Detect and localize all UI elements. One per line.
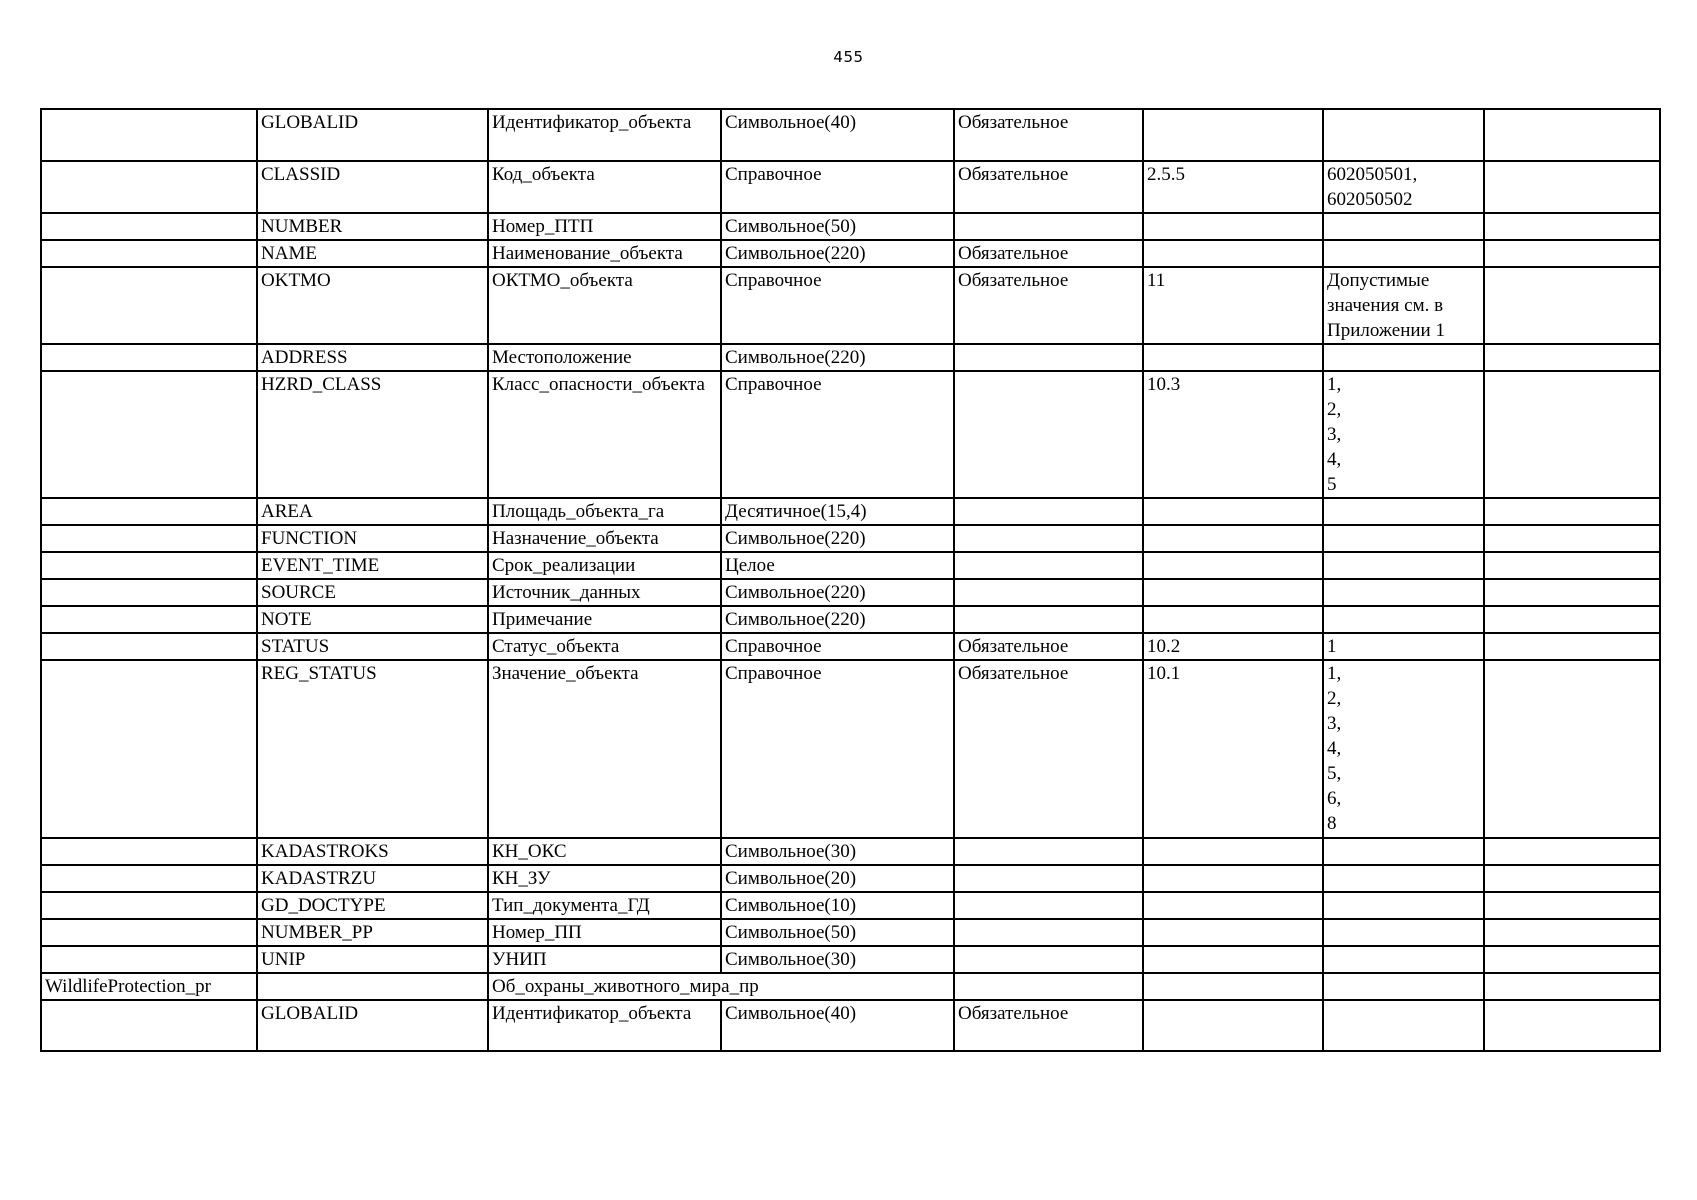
required-cell xyxy=(954,525,1143,552)
table-row xyxy=(41,213,1660,240)
layer-cell xyxy=(41,371,257,498)
field-alias-cell: ОКТМО_объекта xyxy=(488,267,721,344)
note-cell xyxy=(1484,161,1660,213)
field-name-cell: EVENT_TIME xyxy=(257,552,488,579)
field-alias-cell: КН_ЗУ xyxy=(488,865,721,892)
required-cell xyxy=(954,552,1143,579)
field-alias-cell: Код_объекта xyxy=(488,161,721,213)
reference-cell xyxy=(1143,919,1323,946)
note-cell xyxy=(1484,109,1660,161)
layer-cell xyxy=(41,606,257,633)
required-cell: Обязательное xyxy=(954,109,1143,161)
allowed-values-cell xyxy=(1323,498,1484,525)
table-row xyxy=(41,1000,1660,1051)
field-name-cell xyxy=(257,973,488,1000)
layer-cell xyxy=(41,344,257,371)
allowed-values-cell xyxy=(1323,838,1484,865)
field-type-cell: Символьное(30) xyxy=(721,946,954,973)
table-row xyxy=(41,498,1660,525)
field-type-cell: Справочное xyxy=(721,660,954,838)
note-cell xyxy=(1484,633,1660,660)
note-cell xyxy=(1484,525,1660,552)
required-cell xyxy=(954,606,1143,633)
reference-cell xyxy=(1143,892,1323,919)
required-cell xyxy=(954,865,1143,892)
allowed-values-cell xyxy=(1323,344,1484,371)
layer-cell xyxy=(41,838,257,865)
allowed-values-cell xyxy=(1323,919,1484,946)
allowed-values-cell: 602050501, 602050502 xyxy=(1323,161,1484,213)
layer-cell xyxy=(41,865,257,892)
field-alias-cell: Источник_данных xyxy=(488,579,721,606)
table-row xyxy=(41,606,1660,633)
reference-cell xyxy=(1143,579,1323,606)
allowed-values-cell xyxy=(1323,865,1484,892)
field-type-cell: Справочное xyxy=(721,633,954,660)
field-alias-cell: Статус_объекта xyxy=(488,633,721,660)
table-row xyxy=(41,240,1660,267)
note-cell xyxy=(1484,838,1660,865)
table-row xyxy=(41,579,1660,606)
field-name-cell: OKTMO xyxy=(257,267,488,344)
field-name-cell: KADASTROKS xyxy=(257,838,488,865)
note-cell xyxy=(1484,892,1660,919)
table-row xyxy=(41,267,1660,344)
layer-cell xyxy=(41,552,257,579)
reference-cell: 11 xyxy=(1143,267,1323,344)
layer-cell: WildlifeProtection_pr xyxy=(41,973,257,1000)
layer-cell xyxy=(41,579,257,606)
field-alias-cell: КН_ОКС xyxy=(488,838,721,865)
page-number: 455 xyxy=(833,48,864,66)
field-alias-cell: Класс_опасности_объекта xyxy=(488,371,721,498)
field-alias-cell: Тип_документа_ГД xyxy=(488,892,721,919)
table-row xyxy=(41,919,1660,946)
reference-cell xyxy=(1143,498,1323,525)
required-cell: Обязательное xyxy=(954,240,1143,267)
note-cell xyxy=(1484,919,1660,946)
table-row-layer-header xyxy=(41,973,1660,1000)
field-name-cell: CLASSID xyxy=(257,161,488,213)
allowed-values-cell xyxy=(1323,213,1484,240)
field-type-cell: Десятичное(15,4) xyxy=(721,498,954,525)
field-type-cell: Справочное xyxy=(721,371,954,498)
reference-cell xyxy=(1143,606,1323,633)
required-cell xyxy=(954,344,1143,371)
field-type-cell: Символьное(50) xyxy=(721,919,954,946)
allowed-values-cell xyxy=(1323,552,1484,579)
field-alias-cell: УНИП xyxy=(488,946,721,973)
allowed-values-cell xyxy=(1323,946,1484,973)
field-type-cell: Символьное(220) xyxy=(721,579,954,606)
field-alias-cell: Значение_объекта xyxy=(488,660,721,838)
note-cell xyxy=(1484,579,1660,606)
field-name-cell: REG_STATUS xyxy=(257,660,488,838)
note-cell xyxy=(1484,1000,1660,1051)
layer-cell xyxy=(41,213,257,240)
allowed-values-cell: 1 xyxy=(1323,633,1484,660)
field-type-cell: Справочное xyxy=(721,161,954,213)
note-cell xyxy=(1484,606,1660,633)
allowed-values-cell: 1, 2, 3, 4, 5, 6, 8 xyxy=(1323,660,1484,838)
field-alias-cell: Местоположение xyxy=(488,344,721,371)
required-cell xyxy=(954,973,1143,1000)
field-name-cell: GD_DOCTYPE xyxy=(257,892,488,919)
table-row xyxy=(41,525,1660,552)
field-name-cell: UNIP xyxy=(257,946,488,973)
layer-cell xyxy=(41,267,257,344)
allowed-values-cell xyxy=(1323,525,1484,552)
allowed-values-cell xyxy=(1323,892,1484,919)
field-alias-cell: Примечание xyxy=(488,606,721,633)
field-alias-cell: Наименование_объекта xyxy=(488,240,721,267)
reference-cell xyxy=(1143,973,1323,1000)
table-row xyxy=(41,344,1660,371)
reference-cell xyxy=(1143,240,1323,267)
note-cell xyxy=(1484,660,1660,838)
field-alias-cell: Номер_ПП xyxy=(488,919,721,946)
field-name-cell: KADASTRZU xyxy=(257,865,488,892)
note-cell xyxy=(1484,213,1660,240)
required-cell: Обязательное xyxy=(954,1000,1143,1051)
required-cell xyxy=(954,371,1143,498)
allowed-values-cell xyxy=(1323,973,1484,1000)
layer-cell xyxy=(41,633,257,660)
allowed-values-cell: Допустимые значения см. в Приложении 1 xyxy=(1323,267,1484,344)
note-cell xyxy=(1484,946,1660,973)
field-name-cell: NUMBER xyxy=(257,213,488,240)
field-type-cell: Символьное(40) xyxy=(721,1000,954,1051)
layer-cell xyxy=(41,525,257,552)
field-name-cell: NUMBER_PP xyxy=(257,919,488,946)
layer-cell xyxy=(41,919,257,946)
required-cell xyxy=(954,838,1143,865)
field-type-cell: Справочное xyxy=(721,267,954,344)
table-row xyxy=(41,946,1660,973)
table-row xyxy=(41,633,1660,660)
field-alias-cell: Назначение_объекта xyxy=(488,525,721,552)
field-name-cell: ADDRESS xyxy=(257,344,488,371)
allowed-values-cell xyxy=(1323,606,1484,633)
field-alias-cell: Срок_реализации xyxy=(488,552,721,579)
field-name-cell: AREA xyxy=(257,498,488,525)
layer-cell xyxy=(41,1000,257,1051)
field-type-cell: Символьное(10) xyxy=(721,892,954,919)
layer-alias-cell: Об_охраны_животного_мира_пр xyxy=(488,973,954,1000)
reference-cell xyxy=(1143,1000,1323,1051)
field-alias-cell: Номер_ПТП xyxy=(488,213,721,240)
field-name-cell: STATUS xyxy=(257,633,488,660)
required-cell xyxy=(954,919,1143,946)
field-alias-cell: Идентификатор_объекта xyxy=(488,1000,721,1051)
field-name-cell: NOTE xyxy=(257,606,488,633)
reference-cell xyxy=(1143,838,1323,865)
required-cell xyxy=(954,579,1143,606)
required-cell: Обязательное xyxy=(954,660,1143,838)
reference-cell xyxy=(1143,109,1323,161)
note-cell xyxy=(1484,498,1660,525)
table-row xyxy=(41,552,1660,579)
field-name-cell: HZRD_CLASS xyxy=(257,371,488,498)
field-type-cell: Символьное(220) xyxy=(721,525,954,552)
table-row xyxy=(41,660,1660,838)
field-type-cell: Символьное(50) xyxy=(721,213,954,240)
reference-cell: 10.1 xyxy=(1143,660,1323,838)
required-cell: Обязательное xyxy=(954,633,1143,660)
layer-cell xyxy=(41,498,257,525)
note-cell xyxy=(1484,267,1660,344)
layer-cell xyxy=(41,161,257,213)
required-cell xyxy=(954,213,1143,240)
reference-cell xyxy=(1143,213,1323,240)
field-type-cell: Символьное(220) xyxy=(721,606,954,633)
table-row xyxy=(41,109,1660,161)
table-row xyxy=(41,838,1660,865)
required-cell: Обязательное xyxy=(954,267,1143,344)
required-cell xyxy=(954,946,1143,973)
allowed-values-cell xyxy=(1323,1000,1484,1051)
note-cell xyxy=(1484,371,1660,498)
allowed-values-cell: 1, 2, 3, 4, 5 xyxy=(1323,371,1484,498)
field-type-cell: Символьное(40) xyxy=(721,109,954,161)
reference-cell: 2.5.5 xyxy=(1143,161,1323,213)
note-cell xyxy=(1484,344,1660,371)
reference-cell xyxy=(1143,946,1323,973)
note-cell xyxy=(1484,240,1660,267)
reference-cell xyxy=(1143,525,1323,552)
layer-cell xyxy=(41,240,257,267)
table-row xyxy=(41,371,1660,498)
field-alias-cell: Площадь_объекта_га xyxy=(488,498,721,525)
field-name-cell: SOURCE xyxy=(257,579,488,606)
allowed-values-cell xyxy=(1323,109,1484,161)
allowed-values-cell xyxy=(1323,240,1484,267)
field-name-cell: FUNCTION xyxy=(257,525,488,552)
layer-cell xyxy=(41,946,257,973)
field-name-cell: GLOBALID xyxy=(257,1000,488,1051)
reference-cell: 10.3 xyxy=(1143,371,1323,498)
field-type-cell: Символьное(30) xyxy=(721,838,954,865)
field-type-cell: Целое xyxy=(721,552,954,579)
attribute-table xyxy=(40,108,1661,1052)
note-cell xyxy=(1484,865,1660,892)
reference-cell xyxy=(1143,865,1323,892)
table-row xyxy=(41,892,1660,919)
note-cell xyxy=(1484,973,1660,1000)
table-row xyxy=(41,865,1660,892)
field-name-cell: NAME xyxy=(257,240,488,267)
field-name-cell: GLOBALID xyxy=(257,109,488,161)
field-type-cell: Символьное(20) xyxy=(721,865,954,892)
layer-cell xyxy=(41,892,257,919)
reference-cell: 10.2 xyxy=(1143,633,1323,660)
required-cell xyxy=(954,892,1143,919)
table-row xyxy=(41,161,1660,213)
layer-cell xyxy=(41,109,257,161)
layer-cell xyxy=(41,660,257,838)
field-type-cell: Символьное(220) xyxy=(721,240,954,267)
required-cell xyxy=(954,498,1143,525)
reference-cell xyxy=(1143,344,1323,371)
allowed-values-cell xyxy=(1323,579,1484,606)
note-cell xyxy=(1484,552,1660,579)
reference-cell xyxy=(1143,552,1323,579)
field-type-cell: Символьное(220) xyxy=(721,344,954,371)
required-cell: Обязательное xyxy=(954,161,1143,213)
field-alias-cell: Идентификатор_объекта xyxy=(488,109,721,161)
